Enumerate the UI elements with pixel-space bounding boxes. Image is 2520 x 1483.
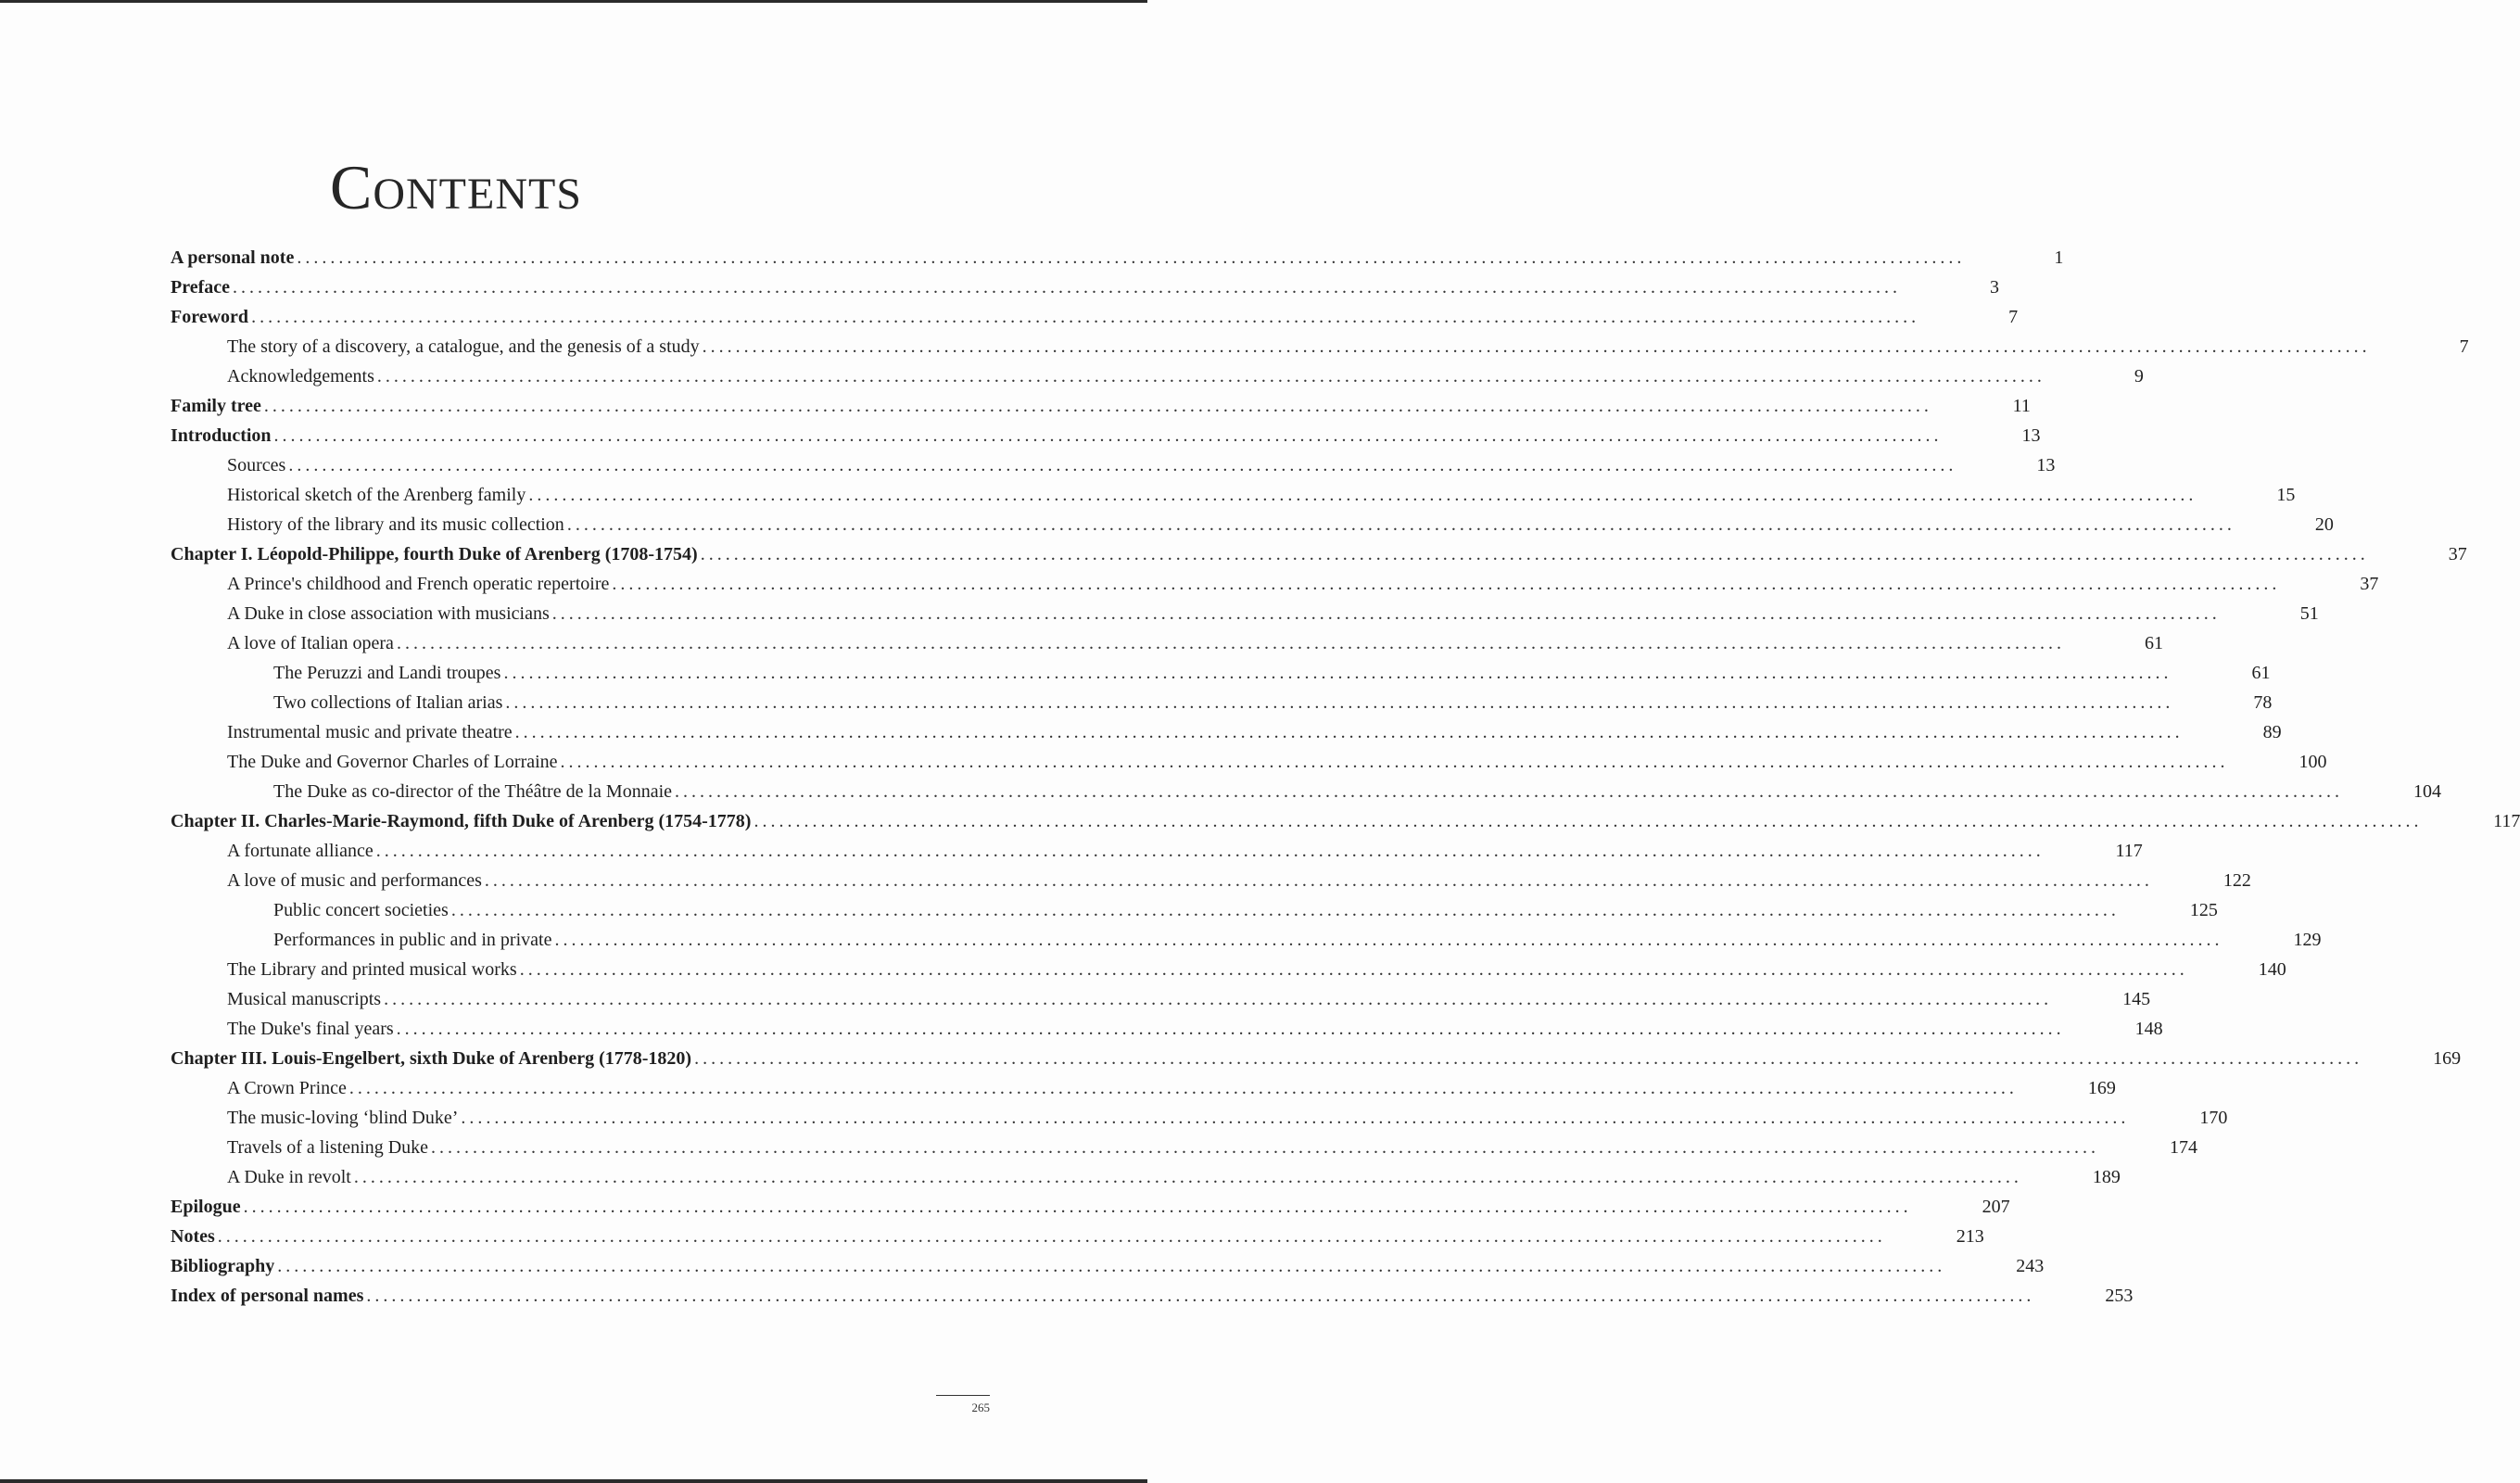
toc-entry xyxy=(171,984,2151,1014)
toc-entry-title: Foreword xyxy=(171,307,249,327)
toc-entry-title: Chapter II. Charles-Marie-Raymond, fifth Duke of Arenberg (1754-1778) xyxy=(171,811,752,831)
toc-entry xyxy=(171,1281,2134,1311)
dot-leader: ........................................................................................................................................................................................................ xyxy=(263,396,1932,416)
dot-leader: ........................................................................................................................................................................................................ xyxy=(528,485,2197,505)
dot-leader: ........................................................................................................................................................................................................ xyxy=(519,959,2188,980)
toc-entry-page: 11 xyxy=(2012,396,2031,416)
dot-leader: ........................................................................................................................................................................................................ xyxy=(503,663,2172,683)
toc-entry-page: 1 xyxy=(2054,247,2064,268)
toc-entry xyxy=(171,1103,2228,1133)
toc-entry-page: 37 xyxy=(2360,574,2379,594)
dot-leader: ........................................................................................................................................................................................................ xyxy=(384,989,2053,1009)
toc-entry-title: Bibliography xyxy=(171,1256,275,1276)
toc-entry-title: Public concert societies xyxy=(273,900,449,920)
dot-leader: ........................................................................................................................................................................................................ xyxy=(217,1226,1886,1247)
toc-entry-title: Notes xyxy=(171,1226,215,1247)
folio-rule xyxy=(936,1395,990,1396)
toc-entry-page: 9 xyxy=(2134,366,2144,387)
toc-entry-title: The Peruzzi and Landi troupes xyxy=(273,663,501,683)
toc-entry-page: 169 xyxy=(2087,1078,2116,1098)
toc-entry xyxy=(171,806,2520,836)
dot-leader: ........................................................................................................................................................................................................ xyxy=(450,900,2120,920)
toc-entry-title: Epilogue xyxy=(171,1197,241,1217)
toc-entry xyxy=(171,717,2282,747)
toc-entry-page: 7 xyxy=(2459,336,2469,357)
dot-leader: ........................................................................................................................................................................................................ xyxy=(700,544,2369,564)
toc-entry xyxy=(171,599,2319,628)
toc-entry-page: 140 xyxy=(2258,959,2286,980)
toc-entry-title: A Duke in revolt xyxy=(227,1167,351,1187)
dot-leader: ........................................................................................................................................................................................................ xyxy=(233,277,1902,298)
dot-leader: ........................................................................................................................................................................................................ xyxy=(431,1137,2100,1158)
toc-entry-title: The music-loving ‘blind Duke’ xyxy=(227,1108,459,1128)
toc-entry-page: 117 xyxy=(2493,811,2520,831)
toc-entry xyxy=(171,1044,2462,1073)
toc-entry xyxy=(171,1192,2010,1222)
toc-entry-page: 122 xyxy=(2222,870,2251,891)
top-edge-rule xyxy=(0,0,1147,3)
toc-entry-title: The Duke as co-director of the Théâtre de la Monnaie xyxy=(273,781,672,802)
dot-leader: ........................................................................................................................................................................................................ xyxy=(566,514,2235,535)
toc-entry xyxy=(171,539,2467,569)
toc-entry-title: Sources xyxy=(227,455,286,475)
toc-entry xyxy=(171,569,2379,599)
dot-leader: ........................................................................................................................................................................................................ xyxy=(753,811,2423,831)
toc-entry xyxy=(171,1133,2198,1162)
toc-entry-title: Historical sketch of the Arenberg family xyxy=(227,485,526,505)
toc-entry xyxy=(171,688,2273,717)
toc-entry-title: Two collections of Italian arias xyxy=(273,692,503,713)
toc-entry xyxy=(171,361,2144,391)
toc-entry-title: Instrumental music and private theatre xyxy=(227,722,513,742)
toc-entry-title: Chapter III. Louis-Engelbert, sixth Duke of Arenberg (1778-1820) xyxy=(171,1048,692,1069)
toc-entry-page: 104 xyxy=(2413,781,2441,802)
toc-entry-page: 125 xyxy=(2189,900,2218,920)
toc-entry-page: 13 xyxy=(2021,425,2041,446)
toc-entry-title: History of the library and its music collection xyxy=(227,514,564,535)
toc-entry-page: 13 xyxy=(2036,455,2056,475)
toc-entry-title: Preface xyxy=(171,277,231,298)
toc-entry-title: The Duke and Governor Charles of Lorraine xyxy=(227,752,558,772)
toc-entry xyxy=(171,836,2143,866)
toc-entry xyxy=(171,332,2469,361)
page-title: Contents xyxy=(330,152,583,222)
toc-entry-title: A love of Italian opera xyxy=(227,633,394,653)
toc-entry-title: A fortunate alliance xyxy=(227,841,374,861)
dot-leader: ........................................................................................................................................................................................................ xyxy=(694,1048,2363,1069)
dot-leader: ........................................................................................................................................................................................................ xyxy=(273,425,1943,446)
toc-entry-page: 169 xyxy=(2433,1048,2462,1069)
toc-entry-page: 174 xyxy=(2170,1137,2198,1158)
toc-entry xyxy=(171,450,2056,480)
toc-entry-title: Index of personal names xyxy=(171,1286,364,1306)
toc-entry-page: 89 xyxy=(2262,722,2282,742)
toc-entry-page: 213 xyxy=(1956,1226,1984,1247)
toc-entry xyxy=(171,1073,2116,1103)
dot-leader: ........................................................................................................................................................................................................ xyxy=(375,841,2045,861)
toc-entry-page: 3 xyxy=(1990,277,2000,298)
toc-entry-title: The Library and printed musical works xyxy=(227,959,517,980)
dot-leader: ........................................................................................................................................................................................................ xyxy=(505,692,2174,713)
dot-leader: ........................................................................................................................................................................................................ xyxy=(366,1286,2035,1306)
dot-leader: ........................................................................................................................................................................................................ xyxy=(348,1078,2018,1098)
toc-entry-page: 78 xyxy=(2253,692,2273,713)
dot-leader: ........................................................................................................................................................................................................ xyxy=(554,930,2223,950)
toc-entry-page: 170 xyxy=(2199,1108,2228,1128)
toc-entry-title: Chapter I. Léopold-Philippe, fourth Duke of Arenberg (1708-1754) xyxy=(171,544,698,564)
toc-entry-title: Travels of a listening Duke xyxy=(227,1137,429,1158)
dot-leader: ........................................................................................................................................................................................................ xyxy=(396,633,2065,653)
toc-entry xyxy=(171,777,2441,806)
toc-entry xyxy=(171,658,2271,688)
toc-entry xyxy=(171,1162,2121,1192)
dot-leader: ........................................................................................................................................................................................................ xyxy=(297,247,1966,268)
toc-entry-page: 37 xyxy=(2448,544,2467,564)
toc-entry-page: 253 xyxy=(2105,1286,2134,1306)
toc-entry xyxy=(171,243,2064,273)
dot-leader: ........................................................................................................................................................................................................ xyxy=(353,1167,2022,1187)
toc-entry-page: 7 xyxy=(2008,307,2019,327)
toc-entry-page: 145 xyxy=(2122,989,2151,1009)
toc-entry-title: Introduction xyxy=(171,425,272,446)
toc-entry xyxy=(171,480,2296,510)
toc-entry xyxy=(171,391,2031,421)
toc-entry-title: Acknowledgements xyxy=(227,366,374,387)
toc-entry-title: A Prince's childhood and French operatic repertoire xyxy=(227,574,610,594)
dot-leader: ........................................................................................................................................................................................................ xyxy=(396,1019,2065,1039)
dot-leader: ........................................................................................................................................................................................................ xyxy=(702,336,2371,357)
toc-entry-page: 117 xyxy=(2115,841,2143,861)
toc-entry-page: 61 xyxy=(2144,633,2163,653)
toc-entry-page: 51 xyxy=(2299,603,2319,624)
toc-entry xyxy=(171,955,2286,984)
toc-entry-title: A personal note xyxy=(171,247,295,268)
toc-entry-title: Musical manuscripts xyxy=(227,989,382,1009)
toc-entry-title: A Duke in close association with musicians xyxy=(227,603,550,624)
toc-entry xyxy=(171,421,2041,450)
toc-entry xyxy=(171,273,2000,302)
toc-entry-page: 189 xyxy=(2092,1167,2121,1187)
toc-entry xyxy=(171,1222,1984,1251)
toc-entry xyxy=(171,1251,2045,1281)
toc-entry-title: The story of a discovery, a catalogue, and the genesis of a study xyxy=(227,336,700,357)
dot-leader: ........................................................................................................................................................................................................ xyxy=(560,752,2229,772)
toc-entry-page: 61 xyxy=(2251,663,2271,683)
dot-leader: ........................................................................................................................................................................................................ xyxy=(514,722,2184,742)
toc-entry xyxy=(171,1014,2163,1044)
page-number: 265 xyxy=(971,1401,990,1414)
toc-entry-title: A love of music and performances xyxy=(227,870,482,891)
table-of-contents xyxy=(171,243,2520,1311)
dot-leader: ........................................................................................................................................................................................................ xyxy=(251,307,1920,327)
dot-leader: ........................................................................................................................................................................................................ xyxy=(243,1197,1912,1217)
toc-entry-title: Family tree xyxy=(171,396,261,416)
toc-entry-page: 207 xyxy=(1982,1197,2010,1217)
toc-entry xyxy=(171,925,2322,955)
toc-entry xyxy=(171,866,2251,895)
toc-entry xyxy=(171,895,2218,925)
toc-entry xyxy=(171,510,2334,539)
toc-entry xyxy=(171,747,2327,777)
toc-entry-title: The Duke's final years xyxy=(227,1019,394,1039)
toc-entry-title: Performances in public and in private xyxy=(273,930,552,950)
toc-entry-title: A Crown Prince xyxy=(227,1078,347,1098)
toc-entry-page: 15 xyxy=(2276,485,2296,505)
dot-leader: ........................................................................................................................................................................................................ xyxy=(461,1108,2130,1128)
dot-leader: ........................................................................................................................................................................................................ xyxy=(551,603,2221,624)
toc-entry xyxy=(171,302,2019,332)
toc-entry-page: 129 xyxy=(2293,930,2322,950)
dot-leader: ........................................................................................................................................................................................................ xyxy=(376,366,2045,387)
dot-leader: ........................................................................................................................................................................................................ xyxy=(675,781,2343,802)
toc-entry-page: 100 xyxy=(2298,752,2327,772)
toc-entry-page: 148 xyxy=(2134,1019,2163,1039)
dot-leader: ........................................................................................................................................................................................................ xyxy=(277,1256,1946,1276)
toc-entry xyxy=(171,628,2163,658)
toc-entry-page: 243 xyxy=(2016,1256,2045,1276)
bottom-edge-rule xyxy=(0,1479,1147,1483)
dot-leader: ........................................................................................................................................................................................................ xyxy=(484,870,2153,891)
dot-leader: ........................................................................................................................................................................................................ xyxy=(288,455,1957,475)
toc-entry-page: 20 xyxy=(2314,514,2334,535)
dot-leader: ........................................................................................................................................................................................................ xyxy=(612,574,2281,594)
